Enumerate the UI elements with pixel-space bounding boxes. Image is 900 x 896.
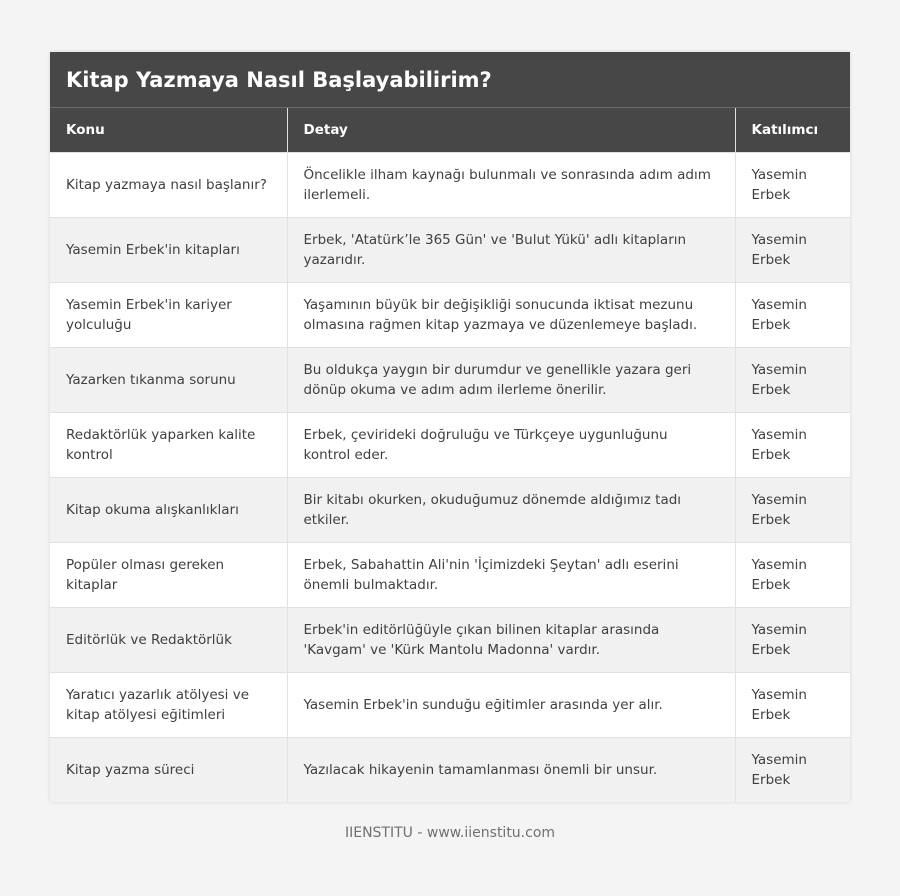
cell-katilimci: Yasemin Erbek xyxy=(735,347,850,412)
cell-detay: Yasemin Erbek'in sunduğu eğitimler arasında yer alır. xyxy=(287,672,735,737)
cell-konu: Redaktörlük yaparken kalite kontrol xyxy=(50,412,287,477)
cell-detay: Yazılacak hikayenin tamamlanması önemli bir unsur. xyxy=(287,737,735,802)
cell-katilimci: Yasemin Erbek xyxy=(735,672,850,737)
cell-detay: Erbek, çevirideki doğruluğu ve Türkçeye uygunluğunu kontrol eder. xyxy=(287,412,735,477)
cell-katilimci: Yasemin Erbek xyxy=(735,477,850,542)
cell-katilimci: Yasemin Erbek xyxy=(735,217,850,282)
cell-detay: Erbek'in editörlüğüyle çıkan bilinen kitaplar arasında 'Kavgam' ve 'Kürk Mantolu Madonna' vardır. xyxy=(287,607,735,672)
header-row xyxy=(50,108,850,152)
cell-detay: Bir kitabı okurken, okuduğumuz dönemde aldığımız tadı etkiler. xyxy=(287,477,735,542)
cell-konu: Editörlük ve Redaktörlük xyxy=(50,607,287,672)
table-row xyxy=(50,152,850,217)
cell-detay: Erbek, 'Atatürk’le 365 Gün' ve 'Bulut Yükü' adlı kitapların yazarıdır. xyxy=(287,217,735,282)
cell-konu: Yazarken tıkanma sorunu xyxy=(50,347,287,412)
cell-katilimci: Yasemin Erbek xyxy=(735,542,850,607)
cell-konu: Yaratıcı yazarlık atölyesi ve kitap atölyesi eğitimleri xyxy=(50,672,287,737)
cell-konu: Kitap yazmaya nasıl başlanır? xyxy=(50,152,287,217)
cell-katilimci: Yasemin Erbek xyxy=(735,412,850,477)
table-row xyxy=(50,217,850,282)
cell-konu: Kitap yazma süreci xyxy=(50,737,287,802)
table-row xyxy=(50,477,850,542)
cell-detay: Yaşamının büyük bir değişikliği sonucunda iktisat mezunu olmasına rağmen kitap yazmaya ve düzenlemeye başladı. xyxy=(287,282,735,347)
cell-katilimci: Yasemin Erbek xyxy=(735,607,850,672)
table-row xyxy=(50,672,850,737)
table-row xyxy=(50,412,850,477)
table-row xyxy=(50,282,850,347)
table-row xyxy=(50,737,850,802)
column-header-konu: Konu xyxy=(50,108,287,152)
data-table xyxy=(50,108,850,802)
footer-credit: IIENSTITU - www.iienstitu.com xyxy=(344,825,556,841)
column-header-detay: Detay xyxy=(287,108,735,152)
cell-detay: Bu oldukça yaygın bir durumdur ve genellikle yazara geri dönüp okuma ve adım adım ilerleme önerilir. xyxy=(287,347,735,412)
cell-katilimci: Yasemin Erbek xyxy=(735,282,850,347)
cell-katilimci: Yasemin Erbek xyxy=(735,737,850,802)
cell-konu: Yasemin Erbek'in kariyer yolculuğu xyxy=(50,282,287,347)
cell-konu: Kitap okuma alışkanlıkları xyxy=(50,477,287,542)
table-card xyxy=(50,52,850,802)
cell-konu: Popüler olması gereken kitaplar xyxy=(50,542,287,607)
table-row xyxy=(50,542,850,607)
table-row xyxy=(50,347,850,412)
column-header-katilimci: Katılımcı xyxy=(735,108,850,152)
page-title: Kitap Yazmaya Nasıl Başlayabilirim? xyxy=(50,52,850,108)
cell-konu: Yasemin Erbek'in kitapları xyxy=(50,217,287,282)
cell-detay: Erbek, Sabahattin Ali'nin 'İçimizdeki Şeytan' adlı eserini önemli bulmaktadır. xyxy=(287,542,735,607)
cell-detay: Öncelikle ilham kaynağı bulunmalı ve sonrasında adım adım ilerlemeli. xyxy=(287,152,735,217)
cell-katilimci: Yasemin Erbek xyxy=(735,152,850,217)
table-row xyxy=(50,607,850,672)
